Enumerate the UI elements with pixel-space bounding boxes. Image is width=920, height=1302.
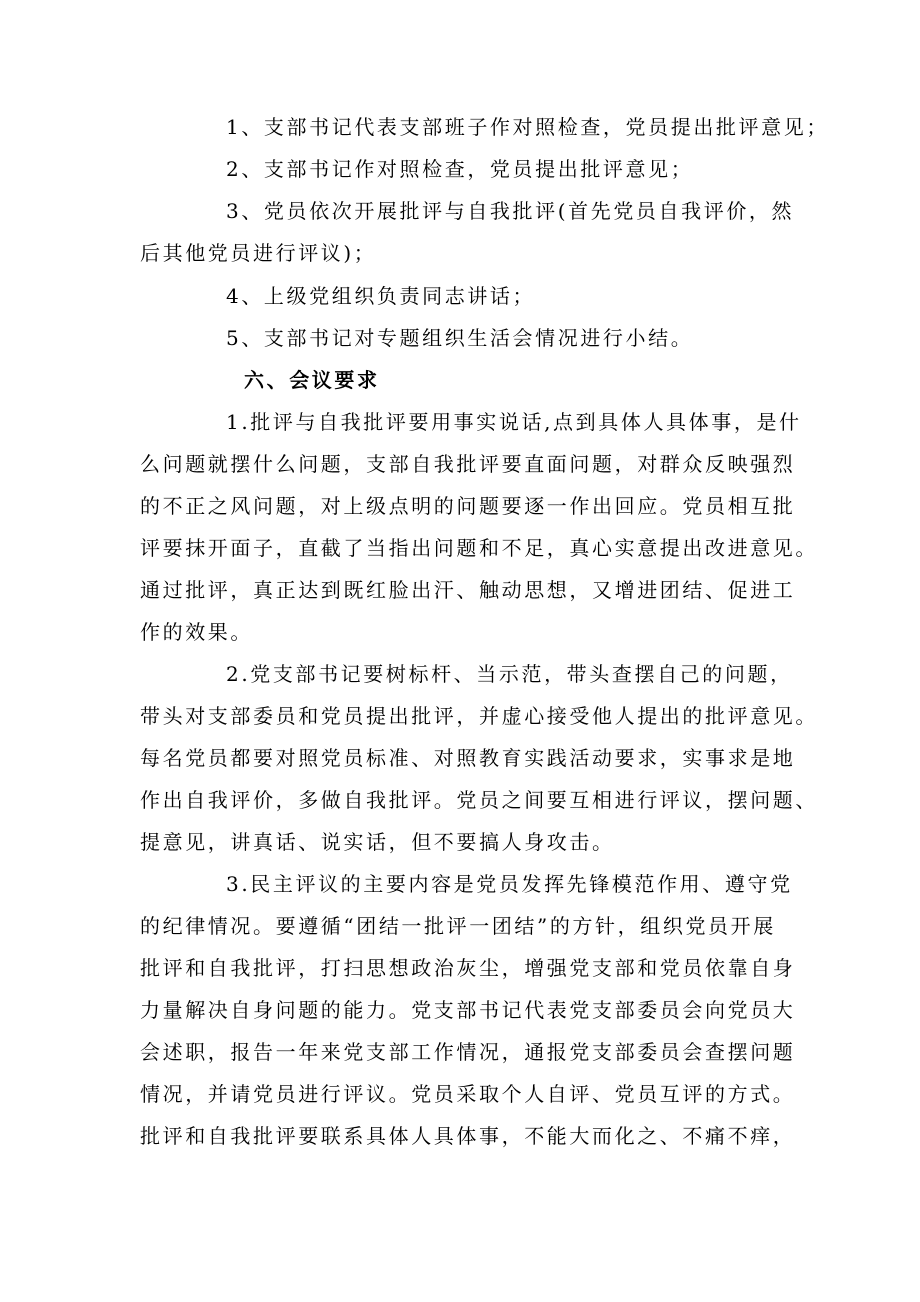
paragraph-line: 批评和自我批评要联系具体人具体事，不能大而化之、不痛不痒， (140, 1124, 796, 1148)
paragraph-line: 力量解决自身问题的能力。党支部书记代表党支部委员会向党员大 (140, 998, 796, 1022)
section-heading: 六、会议要求 (244, 368, 380, 392)
paragraph-line: 1.批评与自我批评要用事实说话,点到具体人具体事，是什 (226, 410, 802, 434)
list-item-3-cont: 后其他党员进行评议)； (140, 241, 377, 265)
paragraph-line: 作出自我评价，多做自我批评。党员之间要互相进行评议，摆问题、 (140, 788, 818, 812)
paragraph-line: 带头对支部委员和党员提出批评，并虚心接受他人提出的批评意见。 (140, 704, 818, 728)
list-item-1: 1、支部书记代表支部班子作对照检查，党员提出批评意见； (226, 115, 829, 139)
list-item-2: 2、支部书记作对照检查，党员提出批评意见； (226, 157, 694, 181)
paragraph-line: 批评和自我批评，打扫思想政治灰尘，增强党支部和党员依靠自身 (140, 956, 796, 980)
paragraph-line: 每名党员都要对照党员标准、对照教育实践活动要求，实事求是地 (140, 746, 796, 770)
paragraph-line: 么问题就摆什么问题，支部自我批评要直面问题，对群众反映强烈 (140, 452, 796, 476)
paragraph-line: 提意见，讲真话、说实话，但不要搞人身攻击。 (140, 830, 615, 854)
list-item-4: 4、上级党组织负责同志讲话； (226, 284, 536, 308)
paragraph-line: 会述职，报告一年来党支部工作情况，通报党支部委员会查摆问题 (140, 1040, 796, 1064)
list-item-5: 5、支部书记对专题组织生活会情况进行小结。 (226, 326, 694, 350)
paragraph-line: 情况，并请党员进行评议。党员采取个人自评、党员互评的方式。 (140, 1082, 796, 1106)
paragraph-line: 3.民主评议的主要内容是党员发挥先锋模范作用、遵守党 (226, 872, 793, 896)
paragraph-line: 评要抹开面子，直截了当指出问题和不足，真心实意提出改进意见。 (140, 536, 818, 560)
paragraph-line: 作的效果。 (140, 620, 253, 644)
paragraph-line: 2.党支部书记要树标杆、当示范，带头查摆自己的问题， (226, 662, 793, 686)
paragraph-line: 通过批评，真正达到既红脸出汗、触动思想，又增进团结、促进工 (140, 578, 796, 602)
paragraph-line: 的不正之风问题，对上级点明的问题要逐一作出回应。党员相互批 (140, 494, 796, 518)
paragraph-line: 的纪律情况。要遵循“团结一批评一团结”的方针，组织党员开展 (140, 914, 776, 938)
list-item-3: 3、党员依次开展批评与自我批评(首先党员自我评价，然 (226, 199, 795, 223)
